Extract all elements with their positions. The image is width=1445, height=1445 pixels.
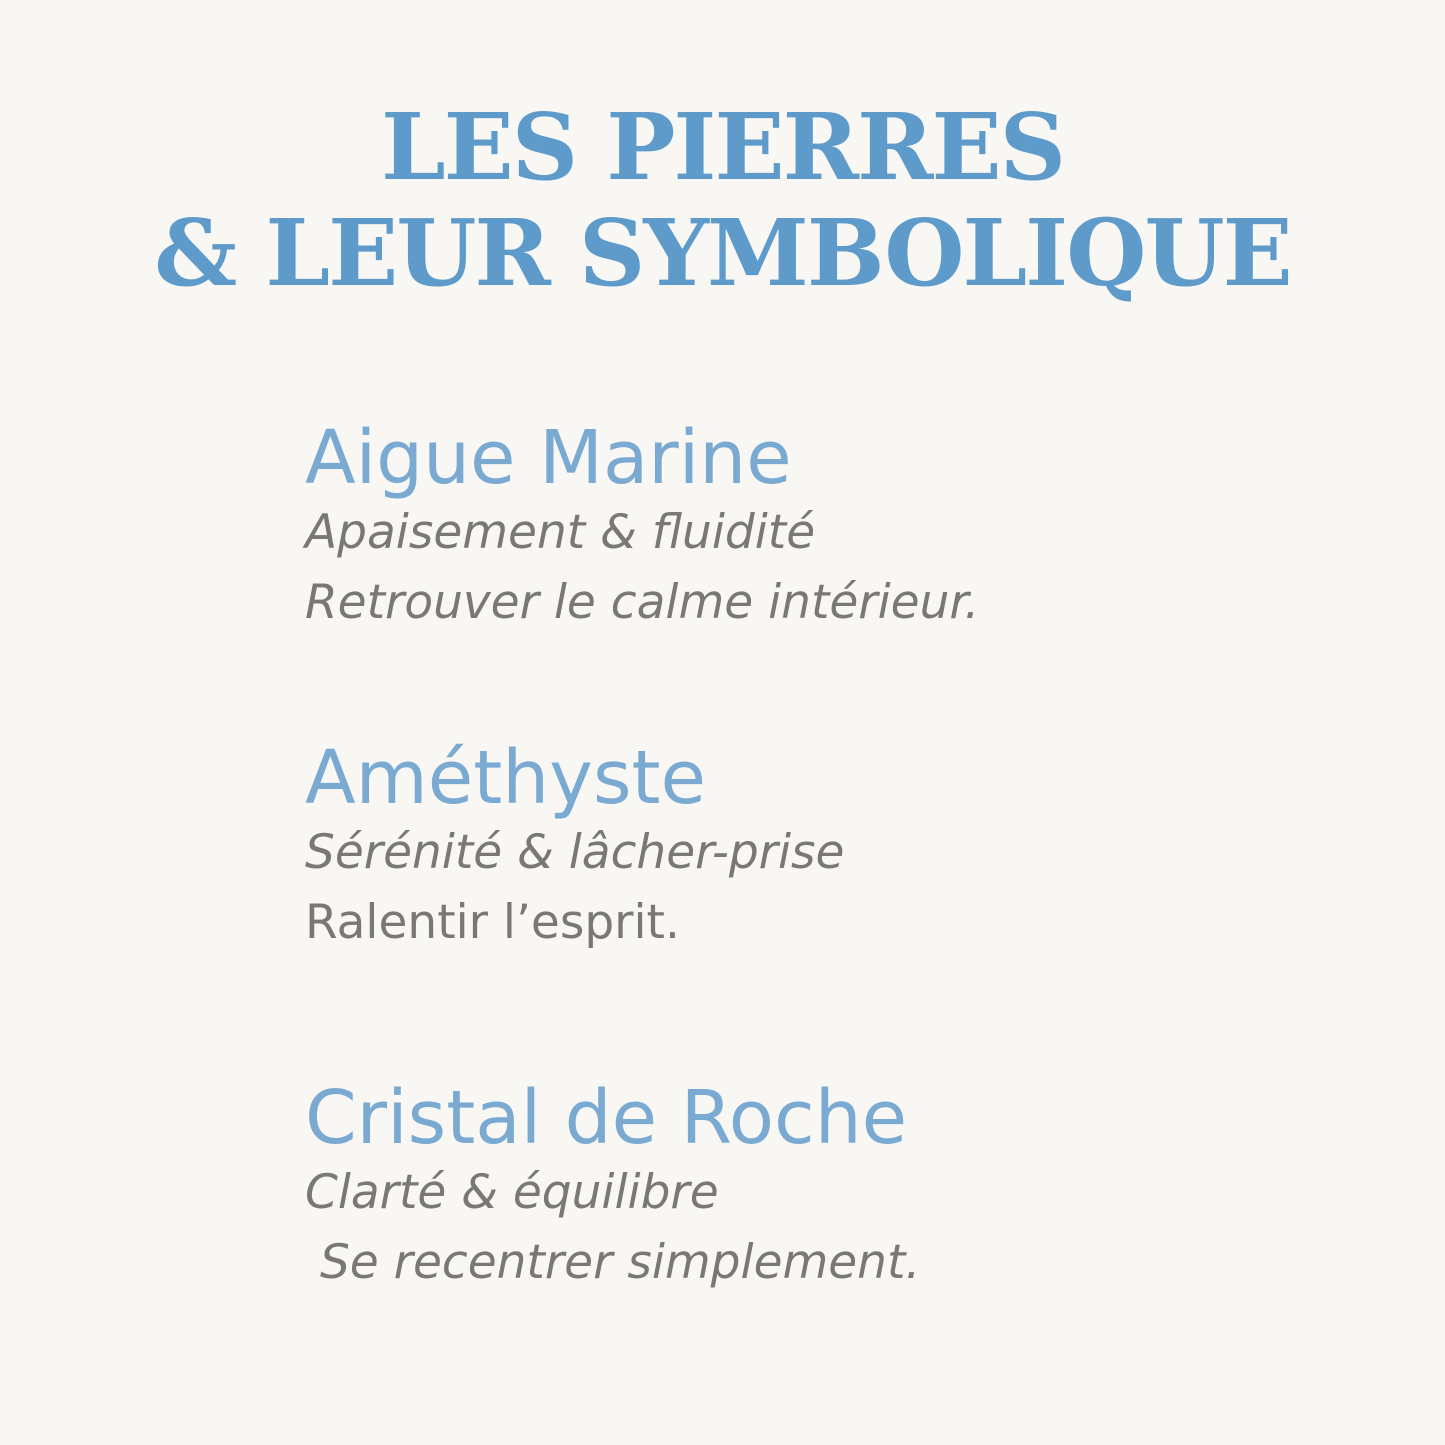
page-title-line-1: LES PIERRES <box>380 93 1065 201</box>
stone-description: Se recentrer simplement. <box>305 1235 921 1290</box>
stone-name: Aigue Marine <box>305 415 792 501</box>
stone-block-aigue-marine <box>305 415 1385 638</box>
page-title-line-2: & LEUR SYMBOLIQUE <box>154 199 1291 307</box>
stone-subtitle: Clarté & équilibre <box>305 1165 719 1220</box>
stone-name: Cristal de Roche <box>305 1075 908 1161</box>
stone-subtitle: Apaisement & fluidité <box>305 505 816 560</box>
stone-subtitle: Sérénité & lâcher-prise <box>305 825 845 880</box>
stone-block-amethyste <box>305 735 1385 958</box>
stone-name: Améthyste <box>305 735 707 821</box>
stone-description: Retrouver le calme intérieur. <box>305 575 980 630</box>
stone-description: Ralentir l’esprit. <box>305 895 680 950</box>
stone-block-cristal-de-roche <box>305 1075 1385 1298</box>
